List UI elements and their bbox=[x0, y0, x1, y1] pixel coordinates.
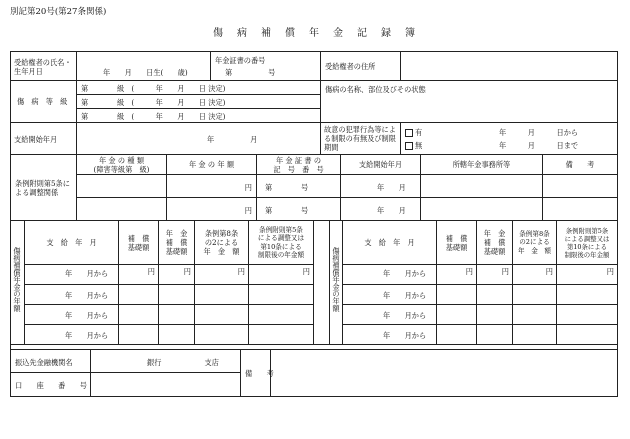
adjusted-cell-left-1[interactable]: 円 bbox=[249, 265, 313, 285]
base-cell-right-2[interactable] bbox=[437, 285, 476, 305]
art8-cell-left-1[interactable]: 円 bbox=[195, 265, 248, 285]
adjusted-cell-left-4[interactable] bbox=[249, 325, 313, 345]
crime-options bbox=[401, 123, 617, 154]
grade-line-3[interactable]: 第 級 ( 年 月 日 決定) bbox=[81, 112, 226, 121]
pension-base-cell-right-4[interactable] bbox=[477, 325, 512, 345]
period-cell-right-4[interactable]: 年 月から bbox=[383, 331, 427, 340]
account-number-field[interactable] bbox=[91, 373, 240, 396]
pension-cert-label: 年金証書の番号 bbox=[215, 56, 266, 65]
record-form bbox=[10, 51, 618, 397]
adjust-type-cell-2[interactable] bbox=[77, 198, 166, 221]
period-cell-left-3[interactable]: 年 月から bbox=[25, 305, 118, 325]
base-cell-left-4[interactable] bbox=[119, 325, 158, 345]
col-pension-amount: 年 金 の 年 額 bbox=[167, 155, 256, 175]
col-art8-right: 条例第8条 の2による 年 金 額 bbox=[513, 221, 556, 265]
recipient-row bbox=[11, 52, 617, 81]
col-pension-base-left: 年 金 補 償 基礎額 bbox=[159, 221, 194, 265]
injury-label: 傷病の名称、部位及びその状態 bbox=[325, 85, 426, 94]
base-cell-left-1[interactable]: 円 bbox=[119, 265, 158, 285]
annual-side-label-right: 傷病補償年金の年額 bbox=[332, 247, 341, 312]
col-adjusted-right: 条例附則第5条 による調整又は 第10条による 制限後の年金額 bbox=[557, 221, 617, 265]
checkbox-yes[interactable] bbox=[405, 129, 413, 137]
bank-section bbox=[11, 350, 617, 396]
adjust-side-label: 条例附則第5条による調整関係 bbox=[15, 179, 70, 197]
period-cell-left-1[interactable]: 年 月から bbox=[25, 265, 118, 285]
adjust-cert-cell-2[interactable]: 第 号 bbox=[265, 206, 309, 215]
grade-line-1[interactable]: 第 級 ( 年 月 日 決定) bbox=[77, 81, 320, 95]
adjusted-cell-left-3[interactable] bbox=[249, 305, 313, 325]
col-period-left: 支 給 年 月 bbox=[25, 221, 118, 265]
adjust-remarks-cell-2[interactable] bbox=[543, 198, 617, 221]
birth-date-text: 年 月 日生( 歳) bbox=[103, 68, 188, 77]
adjust-start-cell-1[interactable]: 年 月 bbox=[341, 175, 420, 198]
art8-cell-right-3[interactable] bbox=[513, 305, 556, 325]
adjust-amount-cell-2[interactable]: 円 bbox=[244, 206, 252, 215]
period-cell-right-3[interactable]: 年 月から bbox=[343, 305, 436, 325]
recipient-name-label: 受給権者の氏名・生年月日 bbox=[14, 58, 72, 76]
injury-cell[interactable] bbox=[321, 81, 617, 122]
adjust-office-cell-1[interactable] bbox=[421, 175, 542, 198]
adjusted-cell-right-2[interactable] bbox=[557, 285, 617, 305]
period-cell-left-4[interactable]: 年 月から bbox=[65, 331, 109, 340]
base-cell-left-2[interactable] bbox=[119, 285, 158, 305]
pension-base-cell-left-4[interactable] bbox=[159, 325, 194, 345]
art8-cell-left-2[interactable] bbox=[195, 285, 248, 305]
annual-right-half bbox=[314, 221, 617, 344]
base-cell-right-1[interactable]: 円 bbox=[437, 265, 476, 285]
adjust-office-cell-2[interactable] bbox=[421, 198, 542, 221]
pension-base-cell-left-2[interactable] bbox=[159, 285, 194, 305]
recipient-name-field[interactable] bbox=[77, 52, 211, 80]
col-pension-base-right: 年 金 補 償 基礎額 bbox=[477, 221, 512, 265]
art8-cell-right-4[interactable] bbox=[513, 325, 556, 345]
period-cell-right-1[interactable]: 年 月から bbox=[343, 265, 436, 285]
pension-base-cell-right-3[interactable] bbox=[477, 305, 512, 325]
adjust-amount-cell-1[interactable]: 円 bbox=[167, 175, 256, 198]
grade-line-2[interactable]: 第 級 ( 年 月 日 決定) bbox=[77, 95, 320, 109]
col-cert-number: 年 金 証 書 の 記 号 番 号 bbox=[257, 155, 340, 175]
art8-cell-left-3[interactable] bbox=[195, 305, 248, 325]
grade-row bbox=[11, 81, 617, 123]
col-pension-office: 所轄年金事務所等 bbox=[421, 155, 542, 175]
col-pension-type: 年 金 の 種 類 (障害等級第 級) bbox=[77, 155, 166, 175]
col-adjusted-left: 条例附則第5条 による調整又は 第10条による 制限後の年金額 bbox=[249, 221, 313, 265]
adjust-type-cell-1[interactable] bbox=[77, 175, 166, 198]
bank-remarks-label: 備 考 bbox=[245, 369, 274, 378]
annual-left-half bbox=[11, 221, 314, 344]
art8-cell-right-2[interactable] bbox=[513, 285, 556, 305]
option-yes[interactable]: 有 bbox=[405, 128, 422, 137]
address-field[interactable] bbox=[401, 52, 617, 80]
checkbox-no[interactable] bbox=[405, 142, 413, 150]
col-base-right: 補 償 基礎額 bbox=[437, 221, 476, 265]
pension-base-cell-right-1[interactable]: 円 bbox=[477, 265, 512, 285]
adjusted-cell-right-3[interactable] bbox=[557, 305, 617, 325]
form-number: 別記第20号(第27条関係) bbox=[10, 7, 107, 17]
start-value: 年 月 bbox=[207, 135, 258, 144]
base-cell-right-3[interactable] bbox=[437, 305, 476, 325]
bank-remarks-field[interactable] bbox=[271, 350, 617, 396]
bank-name-field[interactable]: 銀行 支店 bbox=[91, 350, 240, 373]
page-title: 傷 病 補 償 年 金 記 録 簿 bbox=[213, 28, 417, 39]
adjust-remarks-cell-1[interactable] bbox=[543, 175, 617, 198]
address-label: 受給権者の住所 bbox=[325, 62, 376, 71]
pension-cert-cell[interactable] bbox=[211, 52, 321, 80]
start-label: 支給開始年月 bbox=[14, 135, 58, 144]
art8-cell-right-1[interactable]: 円 bbox=[513, 265, 556, 285]
adjust-start-cell-2[interactable]: 年 月 bbox=[377, 206, 406, 215]
adjustment-section bbox=[11, 155, 617, 221]
annual-side-label-left: 傷病補償年金の年額 bbox=[13, 247, 22, 312]
col-period-right: 支 給 年 月 bbox=[343, 221, 436, 265]
col-art8-left: 条例第8条 の2による 年 金 額 bbox=[195, 221, 248, 265]
pension-base-cell-right-2[interactable] bbox=[477, 285, 512, 305]
adjusted-cell-right-4[interactable] bbox=[557, 325, 617, 345]
col-remarks: 備 考 bbox=[543, 155, 617, 175]
crime-label: 故意の犯罪行為等による制限の有無及び制限期間 bbox=[324, 125, 396, 152]
adjust-cert-cell-1[interactable]: 第 号 bbox=[257, 175, 340, 198]
grade-entries bbox=[77, 81, 321, 122]
period-cell-left-2[interactable]: 年 月から bbox=[25, 285, 118, 305]
option-no[interactable]: 無 bbox=[405, 141, 422, 150]
col-base-left: 補 償 基礎額 bbox=[119, 221, 158, 265]
pension-cert-value: 第 号 bbox=[225, 68, 276, 77]
period-cell-right-2[interactable]: 年 月から bbox=[343, 285, 436, 305]
col-start-month: 支給開始年月 bbox=[341, 155, 420, 175]
account-label: 口 座 番 号 bbox=[15, 381, 87, 390]
art8-cell-left-4[interactable] bbox=[195, 325, 248, 345]
period-from: 年 月 日から bbox=[499, 128, 579, 137]
pension-base-cell-left-3[interactable] bbox=[159, 305, 194, 325]
period-until: 年 月 日まで bbox=[499, 141, 579, 150]
start-row bbox=[11, 123, 617, 155]
start-field[interactable] bbox=[77, 123, 321, 154]
base-cell-left-3[interactable] bbox=[119, 305, 158, 325]
adjusted-cell-left-2[interactable] bbox=[249, 285, 313, 305]
adjusted-cell-right-1[interactable]: 円 bbox=[557, 265, 617, 285]
annual-amount-section bbox=[11, 221, 617, 345]
bank-label: 振込先金融機関名 bbox=[15, 358, 73, 367]
grade-label: 傷 病 等 級 bbox=[17, 97, 68, 106]
pension-base-cell-left-1[interactable]: 円 bbox=[159, 265, 194, 285]
base-cell-right-4[interactable] bbox=[437, 325, 476, 345]
